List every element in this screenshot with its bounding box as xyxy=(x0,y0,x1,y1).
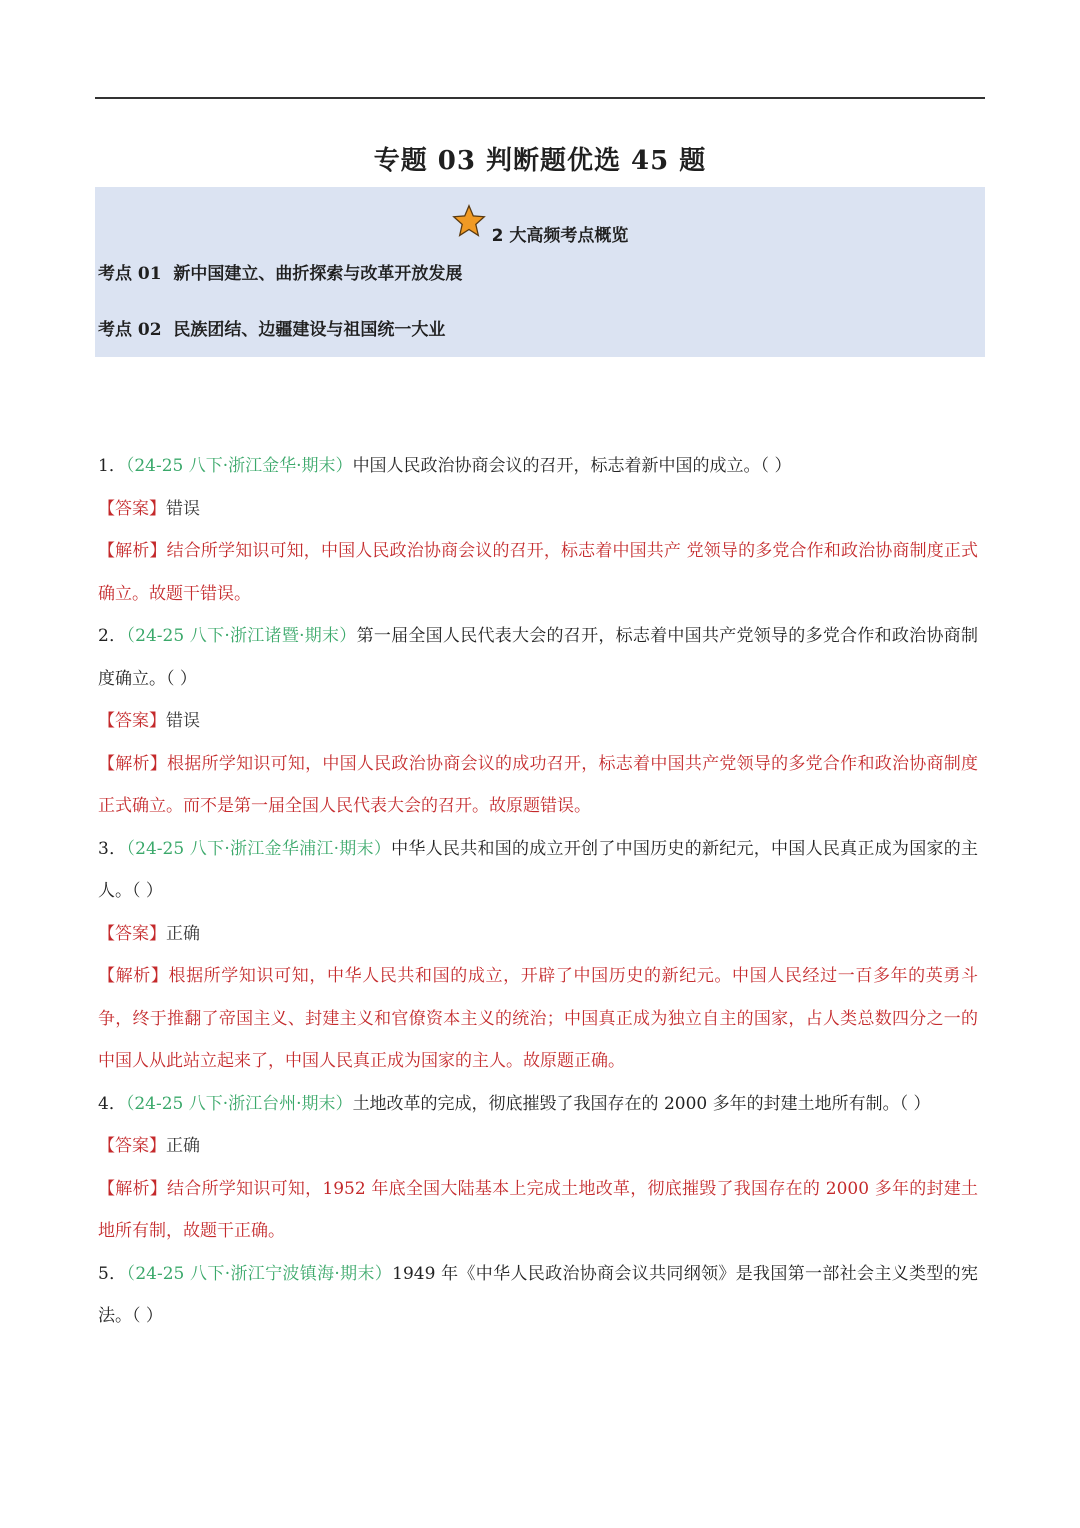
analysis-tag: 【解析】 xyxy=(98,541,167,561)
question-5 xyxy=(98,1253,978,1338)
answer-3 xyxy=(98,913,978,956)
question-number: 2． xyxy=(98,626,127,646)
question-source: （24-25 八下·浙江金华·期末） xyxy=(125,456,353,476)
answer-tag: 【答案】 xyxy=(98,923,166,944)
question-source: （24-25 八下·浙江诸暨·期末） xyxy=(126,626,357,646)
header-rule xyxy=(95,97,985,99)
answer-value: 错误 xyxy=(166,498,200,519)
question-number: 1． xyxy=(98,456,126,476)
analysis-tag: 【解析】 xyxy=(98,1178,168,1199)
question-text: 土地改革的完成，彻底摧毁了我国存在的 2000 多年的封建土地所有制。（ ） xyxy=(352,1093,931,1114)
question-source: （24-25 八下·浙江宁波镇海·期末） xyxy=(126,1263,393,1284)
question-2 xyxy=(98,615,978,700)
question-list xyxy=(98,445,978,1338)
analysis-text: 根据所学知识可知，中国人民政治协商会议的成功召开，标志着中国共产党领导的多党合作和政治协商制度正式确立。而不是第一届全国人民代表大会的召开。故原题错误。 xyxy=(98,753,979,816)
answer-2 xyxy=(98,700,978,743)
question-3 xyxy=(98,828,978,913)
question-text: 第一届全国人民代表大会的召开，标志着中国共产党领导的多党合作和政治协商制度确立。（ ） xyxy=(98,626,978,689)
star-icon xyxy=(452,204,486,238)
topic-02 xyxy=(98,315,445,340)
question-1 xyxy=(98,445,978,488)
answer-value: 正确 xyxy=(166,923,200,944)
question-number: 3． xyxy=(98,838,127,859)
answer-4 xyxy=(98,1125,978,1168)
topic-text: 民族团结、边疆建设与祖国统一大业 xyxy=(173,320,446,340)
summary-box xyxy=(95,187,985,357)
question-source: （24-25 八下·浙江台州·期末） xyxy=(125,1093,353,1114)
question-text: 中国人民政治协商会议的召开，标志着新中国的成立。（ ） xyxy=(352,456,792,476)
topic-text: 新中国建立、曲折探索与改革开放发展 xyxy=(173,264,463,284)
page-title: 专题 03 判断题优选 45 题 xyxy=(373,146,707,176)
answer-value: 正确 xyxy=(166,1136,200,1156)
answer-tag: 【答案】 xyxy=(98,498,166,519)
summary-heading: 2 大高频考点概览 xyxy=(491,225,629,246)
analysis-tag: 【解析】 xyxy=(98,966,169,986)
question-text: 中华人民共和国的成立开创了中国历史的新纪元，中国人民真正成为国家的主人。（ ） xyxy=(98,838,979,901)
topic-01 xyxy=(98,259,462,284)
answer-tag: 【答案】 xyxy=(98,1136,166,1156)
topic-number: 考点 01 xyxy=(98,264,162,284)
question-number: 5． xyxy=(98,1263,127,1284)
question-source: （24-25 八下·浙江金华浦江·期末） xyxy=(126,838,392,859)
analysis-tag: 【解析】 xyxy=(98,753,168,774)
answer-value: 错误 xyxy=(166,711,200,731)
summary-header xyxy=(95,207,985,247)
analysis-4 xyxy=(98,1168,978,1253)
question-text: 1949 年《中华人民政治协商会议共同纲领》是我国第一部社会主义类型的宪法。（ ） xyxy=(98,1263,978,1326)
analysis-2 xyxy=(98,743,978,828)
analysis-text: 结合所学知识可知，1952 年底全国大陆基本上完成土地改革，彻底摧毁了我国存在的 2000 多年的封建土地所有制，故题干正确。 xyxy=(98,1178,978,1241)
analysis-1 xyxy=(98,530,978,615)
question-number: 4． xyxy=(98,1093,126,1114)
answer-tag: 【答案】 xyxy=(98,711,166,731)
question-4 xyxy=(98,1083,978,1126)
analysis-text: 根据所学知识可知，中华人民共和国的成立，开辟了中国历史的新纪元。中国人民经过一百多年的英勇斗争，终于推翻了帝国主义、封建主义和官僚资本主义的统治；中国真正成为独立自主的国家，占人类总数四分之一的中国人从此站立起来了，中国人民真正成为国家的主人。故原题正确。 xyxy=(98,966,979,1071)
analysis-3 xyxy=(98,955,978,1083)
answer-1 xyxy=(98,488,978,531)
analysis-text: 结合所学知识可知，中国人民政治协商会议的召开，标志着中国共产 党领导的多党合作和政治协商制度正式确立。故题干错误。 xyxy=(98,541,979,604)
topic-number: 考点 02 xyxy=(98,320,162,340)
